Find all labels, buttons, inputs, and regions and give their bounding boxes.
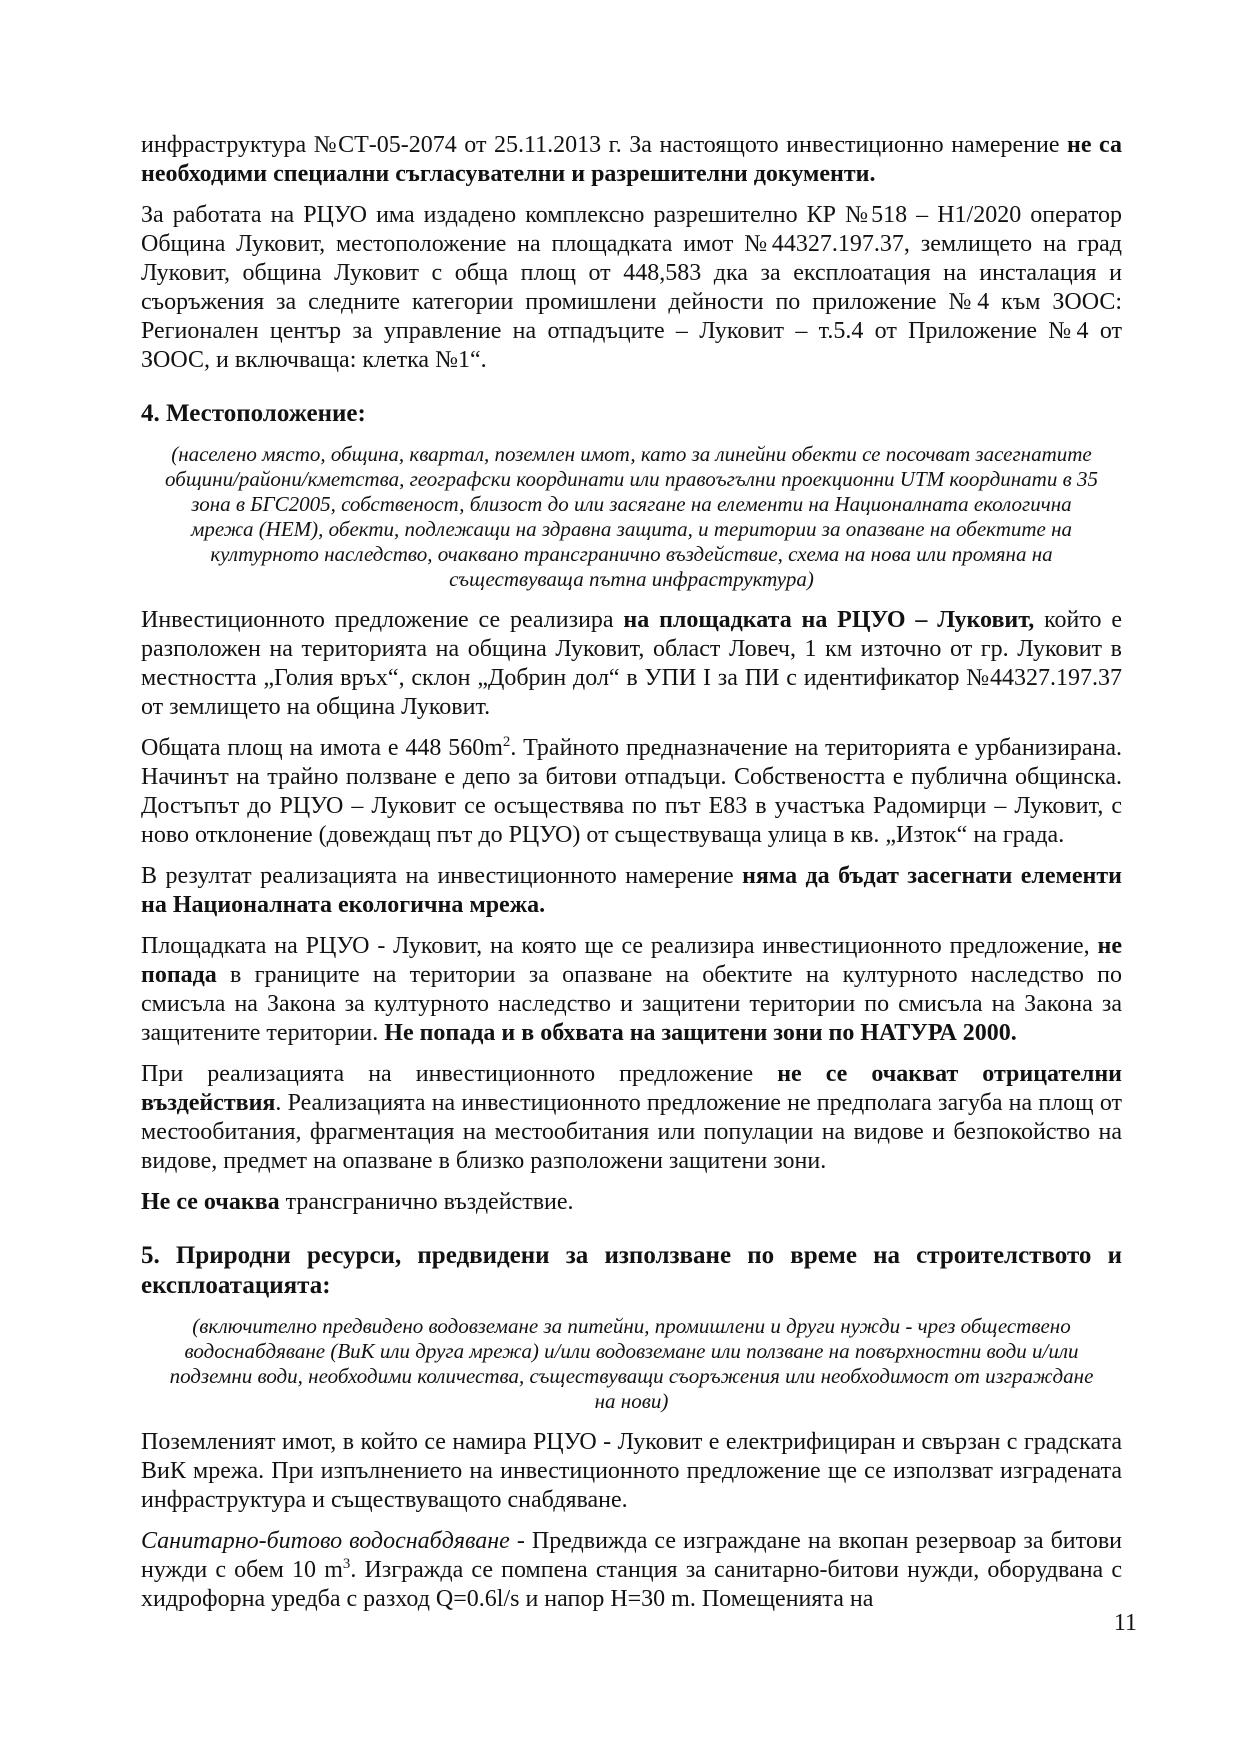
paragraph-site-area: [141, 734, 1122, 850]
paragraph-negative-impacts: [141, 1060, 1122, 1176]
section-heading-location: 4. Местоположение:: [141, 400, 366, 427]
text-run: . Реализацията на инвестиционното предложение не предполага загуба на площ от местообитания, фрагментация на местообитания или популации на видове и безпокойство на видове, предмет на опазване в близко разположени защитени зони.: [141, 1090, 1122, 1174]
text-run-bold: не са необходими специални съгласувателни и разрешителни документи.: [141, 132, 1122, 187]
text-run-bold: не попада: [141, 933, 1122, 988]
text-run: За работата на РЦУО има издадено комплексно разрешително КР №518 – Н1/2020 оператор Община Луковит, местоположение на площадката имот №44327.197.37, землището на град Луковит, община Луковит с обща площ от 448,583 дка за експлоатация на инсталация и съоръжения за следните категории промишлени дейности по приложение №4 към ЗООС: Регионален център за управление на отпадъците – Луковит – т.5.4 от Приложение №4 от ЗООС, и включваща: клетка №1“.: [141, 202, 1122, 373]
text-run: При реализацията на инвестиционното предложение: [141, 1061, 778, 1087]
paragraph-utilities: [141, 1428, 1122, 1515]
superscript: 3: [342, 1556, 351, 1572]
text-run-italic: Санитарно-битово водоснабдяване: [141, 1528, 510, 1554]
paragraph-ecological-network: [141, 862, 1122, 920]
text-run-bold: на площадката на РЦУО – Луковит,: [623, 607, 1035, 633]
text-run: В резултат реализацията на инвестиционното намерение: [141, 863, 743, 889]
note-location-definition: (населено място, община, квартал, поземлен имот, като за линейни обекти се посочват засегнатите общини/райони/кметства, географски координати или правоъгълни проекционни UTM координати в 35 зона в БГС2005, собственост, близост до или засягане на елементи на Националната екологична мрежа (НЕМ), обекти, подлежащи на здравна защита, и територии за опазване на обектите на културното наследство, очаквано трансгранично въздействие, схема на нова или промяна на съществуваща пътна инфраструктура): [165, 442, 1098, 591]
paragraph-complex-permit: [141, 201, 1122, 375]
text-run: - Предвижда се изграждане на вкопан резервоар за битови нужди с обем 10 m: [141, 1528, 1122, 1583]
note-water-abstraction-definition: (включително предвидено водовземане за питейни, промишлени и други нужди - чрез обществено водоснабдяване (ВиК или друга мрежа) и/или водовземане или ползване на повърхностни води и/или подземни води, необходими количества, съществуващи съоръжения или необходимост от изграждане на нови): [169, 1314, 1094, 1413]
text-run: който е разположен на територията на община Луковит, област Ловеч, 1 км източно от гр. Луковит в местността „Голия връх“, склон „Добрин дол“ в УПИ I за ПИ с идентификатор №44327.197.37 от землището на община Луковит.: [141, 607, 1123, 720]
page-number: 11: [1113, 1610, 1137, 1636]
paragraph-site-location: [141, 606, 1122, 722]
paragraph-cultural-heritage: [141, 932, 1122, 1048]
text-run: . Трайното предназначение на територията е урбанизирана. Начинът на трайно ползване е депо за битови отпадъци. Собствеността е публична общинска. Достъпът до РЦУО – Луковит се осъществява по път Е83 в участъка Радомирци – Луковит, с ново отклонение (довеждащ път до РЦУО) от съществуваща улица в кв. „Изток“ на града.: [141, 735, 1122, 848]
text-run: . Изгражда се помпена станция за санитарно-битови нужди, оборудвана с хидрофорна уредба с разход Q=0.6l/s и напор H=30 m. Помещенията на: [141, 1557, 1123, 1612]
text-run: трансгранично въздействие.: [279, 1189, 574, 1215]
text-run: Поземленият имот, в който се намира РЦУО - Луковит е електрифициран и свързан с градската ВиК мрежа. При изпълнението на инвестиционното предложение ще се използват изградената инфраструктура и съществуващото снабдяване.: [141, 1429, 1122, 1513]
text-run: в границите на територии за опазване на обектите на културното наследство по смисъла на Закона за културното наследство и защитени територии по смисъла на Закона за защитените територии.: [141, 962, 1122, 1046]
text-run-bold: няма да бъдат засегнати елементи на Националната екологична мрежа.: [141, 863, 1122, 918]
text-run: инфраструктура №СТ-05-2074 от 25.11.2013 г. За настоящото инвестиционно намерение: [141, 132, 1068, 158]
superscript: 2: [502, 734, 511, 750]
text-run: Инвестиционното предложение се реализира: [141, 607, 624, 633]
text-run: Площадката на РЦУО - Луковит, на която ще се реализира инвестиционното предложение,: [141, 933, 1098, 959]
paragraph-permits: [141, 131, 1122, 189]
text-run-bold: Не се очаква: [141, 1189, 280, 1215]
section-heading-natural-resources: 5. Природни ресурси, предвидени за използване по време на строителството и експлоатацията:: [141, 1242, 1122, 1299]
text-run-bold: не се очакват отрицателни въздействия: [141, 1061, 1122, 1116]
text-run: Общата площ на имота е 448 560m: [141, 735, 503, 761]
paragraph-sanitary-water-supply: [141, 1527, 1122, 1614]
paragraph-transboundary: [141, 1188, 1122, 1217]
text-run-bold: Не попада и в обхвата на защитени зони по НАТУРА 2000.: [384, 1020, 1017, 1046]
